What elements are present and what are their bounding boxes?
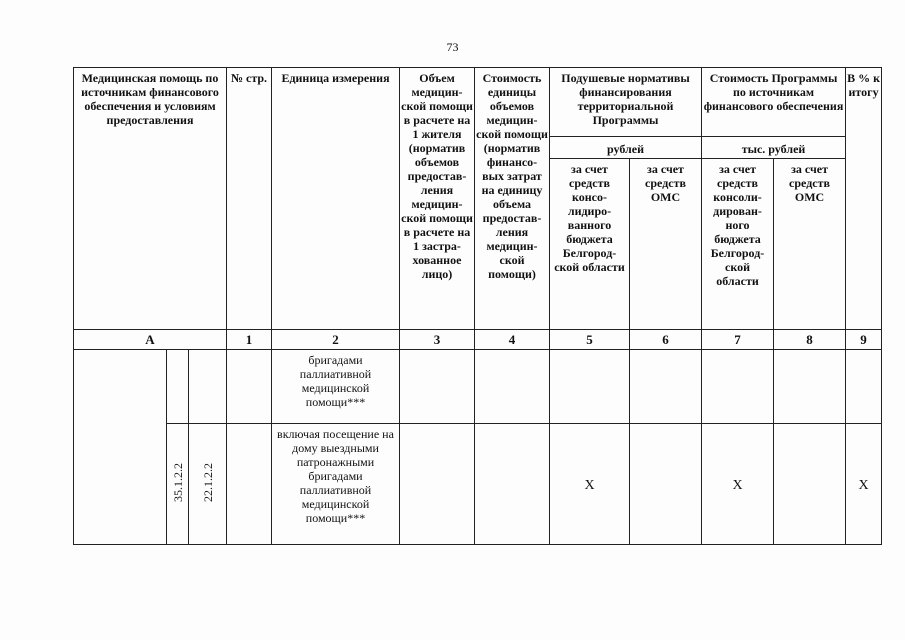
unit-cell: бригадами паллиативной медицинской помощи*** <box>272 350 400 424</box>
unit-cell: включая посещение на дому выездными патронажными бригадами паллиативной медицинской помощи*** <box>272 424 400 545</box>
index-cell: 4 <box>475 330 550 350</box>
code-a-cell <box>167 424 189 545</box>
index-cell: А <box>74 330 227 350</box>
header-col-6: за счет средств ОМС <box>630 159 702 330</box>
code-a-cell <box>167 350 189 424</box>
empty-cell <box>400 350 475 424</box>
code-1-cell <box>189 350 227 424</box>
header-unit-thous: тыс. рублей <box>702 137 846 159</box>
header-col-3: Объем медицин-ской помощи в расчете на 1 жителя (норматив объемов предостав-ления медицин-ской помощи в расчете на 1 застра-хованное лицо) <box>400 68 475 330</box>
header-col-5: за счет средств консо-лидиро-ванного бюджета Белгород-ской области <box>550 159 630 330</box>
index-row <box>74 330 882 350</box>
value-cell <box>702 350 774 424</box>
row-code-a: 35.1.2.2 <box>170 463 185 502</box>
header-row-1 <box>74 68 882 137</box>
value-cell <box>630 424 702 545</box>
index-cell: 8 <box>774 330 846 350</box>
empty-cell <box>475 350 550 424</box>
index-cell: 3 <box>400 330 475 350</box>
empty-cell <box>400 424 475 545</box>
empty-cell <box>227 350 272 424</box>
row-code-1: 22.1.2.2 <box>200 463 215 502</box>
index-cell: 7 <box>702 330 774 350</box>
index-cell: 6 <box>630 330 702 350</box>
value-cell: Х <box>550 424 630 545</box>
header-col-9: В % к итогу <box>846 68 882 330</box>
value-cell <box>774 350 846 424</box>
value-cell <box>630 350 702 424</box>
header-group-cost: Стоимость Программы по источникам финансового обеспечения <box>702 68 846 137</box>
empty-cell <box>227 424 272 545</box>
value-cell: Х <box>846 424 882 545</box>
empty-cell <box>74 350 167 545</box>
header-col-2: Единица измерения <box>272 68 400 330</box>
table-row <box>74 424 882 545</box>
index-cell: 1 <box>227 330 272 350</box>
value-cell <box>550 350 630 424</box>
header-col-4: Стоимость единицы объемов медицин-ской помощи (норматив финансо-вых затрат на единицу объема предостав-ления медицин-ской помощи) <box>475 68 550 330</box>
header-col-a: Медицинская помощь по источникам финансового обеспечения и условиям предоставления <box>74 68 227 330</box>
page-number: 73 <box>446 40 459 54</box>
header-group-norms: Подушевые нормативы финансирования территориальной Программы <box>550 68 702 137</box>
header-col-7: за счет средств консоли-дирован-ного бюджета Белгород-ской области <box>702 159 774 330</box>
financing-table <box>73 67 882 545</box>
table-row <box>74 350 882 424</box>
code-1-cell <box>189 424 227 545</box>
header-unit-rub: рублей <box>550 137 702 159</box>
index-cell: 9 <box>846 330 882 350</box>
value-cell <box>846 350 882 424</box>
empty-cell <box>475 424 550 545</box>
header-col-8: за счет средств ОМС <box>774 159 846 330</box>
value-cell <box>774 424 846 545</box>
value-cell: Х <box>702 424 774 545</box>
header-col-1: № стр. <box>227 68 272 330</box>
index-cell: 2 <box>272 330 400 350</box>
index-cell: 5 <box>550 330 630 350</box>
